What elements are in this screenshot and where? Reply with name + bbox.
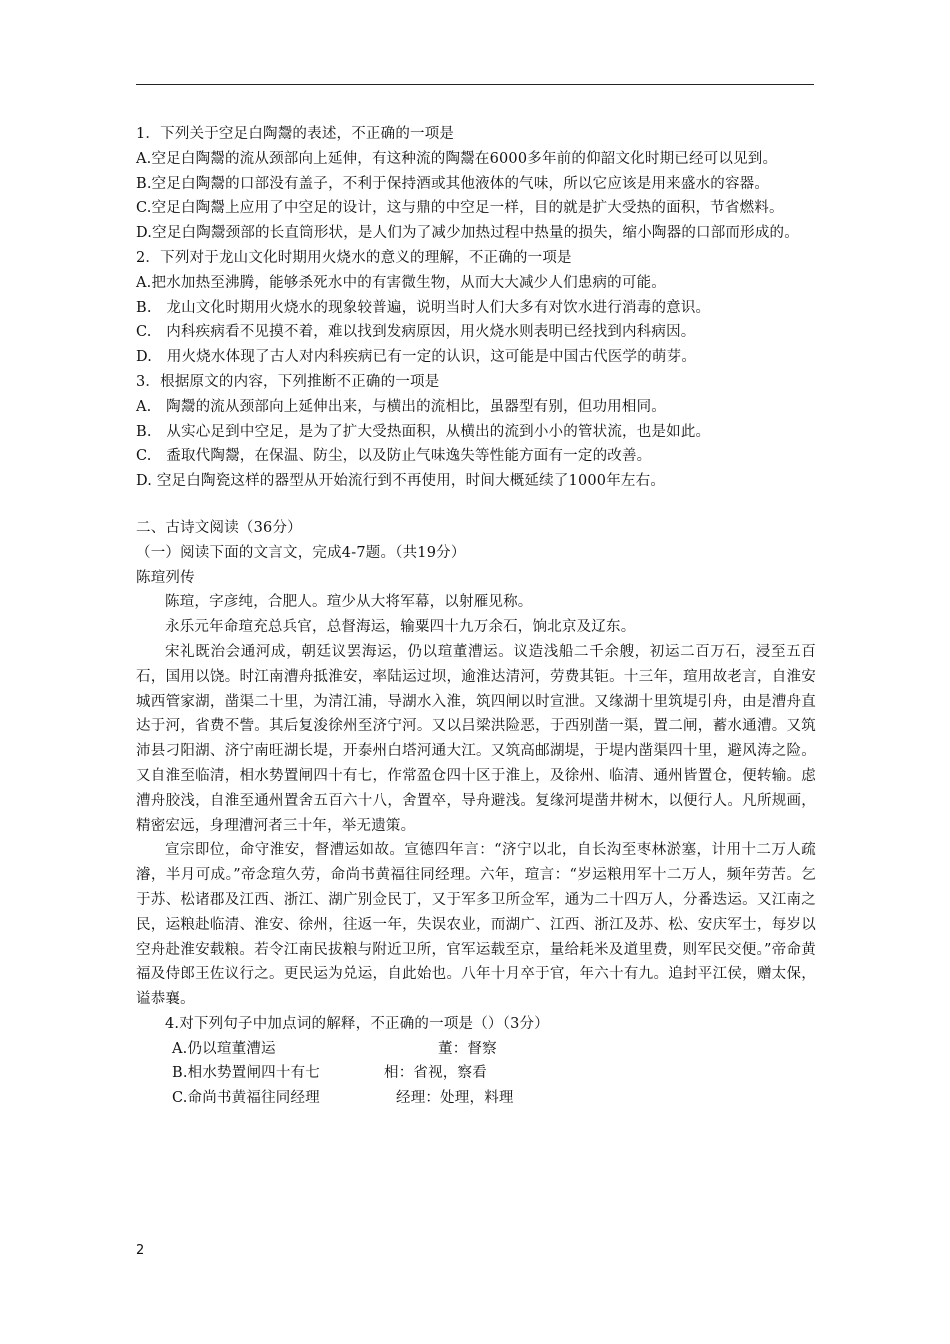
q4-option-c <box>136 1086 816 1111</box>
page-number: 2 <box>136 1243 145 1258</box>
q3-option-b: B. 从实心足到中空足，是为了扩大受热面积，从横出的流到小小的管状流，也是如此。 <box>136 423 711 440</box>
q1-stem: 1．下列关于空足白陶鬶的表述，不正确的一项是 <box>136 126 455 142</box>
q4-option-a-gloss: 董：督察 <box>438 1040 497 1057</box>
header-rule <box>136 84 814 85</box>
q2-option-a: A.把水加热至沸腾，能够杀死水中的有害微生物，从而大大减少人们患病的可能。 <box>136 274 666 291</box>
q4-option-a-text: A.仍以瑄董漕运 <box>172 1040 276 1057</box>
article-paragraph: 宋礼既治会通河成，朝廷议罢海运，仍以瑄董漕运。议造浅船二千余艘，初运二百万石，浸至五百石，国用以饶。时江南漕舟抵淮安，率陆运过坝，逾淮达清河，劳费其钜。十三年，瑄用故老言，自淮安城西管家湖，凿渠二十里，为清江浦，导湖水入淮，筑四闸以时宣泄。又缘湖十里筑堤引舟，由是漕舟直达于河，省费不訾。其后复浚徐州至济宁河。又以吕梁洪险恶，于西别凿一渠，置二闸，蓄水通漕。又筑沛县刁阳湖、济宁南旺湖长堤，开泰州白塔河通大江。又筑高邮湖堤，于堤内凿渠四十里，避风涛之险。又自淮至临清，相水势置闸四十有七，作常盈仓四十区于淮上，及徐州、临清、通州皆置仓，便转输。虑漕舟胶浅，自淮至通州置舍五百六十八，舍置卒，导舟避浅。复缘河堤凿井树木，以便行人。凡所规画，精密宏远，身理漕河者三十年，举无遗策。 <box>136 643 816 834</box>
q4-option-b-text: B.相水势置闸四十有七 <box>172 1065 320 1082</box>
q2-option-b: B. 龙山文化时期用火烧水的现象较普遍，说明当时人们大多有对饮水进行消毒的意识。 <box>136 299 711 316</box>
article-paragraph: 永乐元年命瑄充总兵官，总督海运，输粟四十九万余石，饷北京及辽东。 <box>165 619 636 636</box>
section-subtitle: （一）阅读下面的文言文，完成4-7题。（共19分） <box>136 544 466 561</box>
q1-option-c: C.空足白陶鬶上应用了中空足的设计，这与鼎的中空足一样，目的就是扩大受热的面积，节省燃料。 <box>136 200 784 217</box>
article-paragraph: 宣宗即位，命守淮安，督漕运如故。宣德四年言：“济宁以北，自长沟至枣林淤塞，计用十二万人疏濬，半月可成。”帝念瑄久劳，命尚书黄福往同经理。六年，瑄言：“岁运粮用军十二万人，频年劳苦。乞于苏、松诸郡及江西、浙江、湖广别佥民丁，又于军多卫所佥军，通为二十四万人，分番迭运。又江南之民，运粮赴临清、淮安、徐州，往返一年，失误农业，而湖广、江西、浙江及苏、松、安庆军士，每岁以空舟赴淮安载粮。若令江南民拔粮与附近卫所，官军运载至京，量给耗米及道里费，则军民交便。”帝命黄福及侍郎王佐议行之。更民运为兑运，自此始也。八年十月卒于官，年六十有九。追封平江侯，赠太保，谥恭襄。 <box>136 842 816 1008</box>
q2-option-c: C. 内科疾病看不见摸不着，难以找到发病原因，用火烧水则表明已经找到内科病因。 <box>136 324 696 341</box>
q3-option-a: A. 陶鬶的流从颈部向上延伸出来，与横出的流相比，虽器型有别，但功用相同。 <box>136 398 666 415</box>
q4-option-b <box>136 1061 816 1086</box>
q3-option-d: D. 空足白陶瓷这样的器型从开始流行到不再使用，时间大概延续了1000年左右。 <box>136 473 666 490</box>
q4-stem: 4.对下列句子中加点词的解释，不正确的一项是（）（3分） <box>165 1015 549 1032</box>
q2-stem: 2．下列对于龙山文化时期用火烧水的意义的理解，不正确的一项是 <box>136 249 572 266</box>
q2-option-d: D. 用火烧水体现了古人对内科疾病已有一定的认识，这可能是中国古代医学的萌芽。 <box>136 349 697 366</box>
q4-option-c-gloss: 经理：处理，料理 <box>396 1090 514 1107</box>
section-gap <box>136 494 816 516</box>
q3-option-c: C. 盉取代陶鬶，在保温、防尘，以及防止气味逸失等性能方面有一定的改善。 <box>136 448 652 465</box>
q1-option-b: B.空足白陶鬶的口部没有盖子，不利于保持酒或其他液体的气味，所以它应该是用来盛水的容器。 <box>136 175 770 192</box>
q3-stem: 3．根据原文的内容，下列推断不正确的一项是 <box>136 373 440 390</box>
article-paragraph: 陈瑄，字彦纯，合肥人。瑄少从大将军幕，以射雁见称。 <box>165 594 533 611</box>
section-title: 二、古诗文阅读（36分） <box>136 519 302 536</box>
q4-option-a <box>136 1037 816 1062</box>
q1-option-a: A.空足白陶鬶的流从颈部向上延伸，有这种流的陶鬶在6000多年前的仰韶文化时期已经可以见到。 <box>136 150 778 167</box>
page-content <box>136 122 816 1111</box>
q4-option-c-text: C.命尚书黄福往同经理 <box>172 1090 320 1107</box>
q4-option-b-gloss: 相：省视，察看 <box>384 1065 487 1082</box>
article-title: 陈瑄列传 <box>136 569 195 586</box>
q1-option-d: D.空足白陶鬶颈部的长直筒形状，是人们为了减少加热过程中热量的损失，缩小陶器的口部而形成的。 <box>136 225 799 242</box>
